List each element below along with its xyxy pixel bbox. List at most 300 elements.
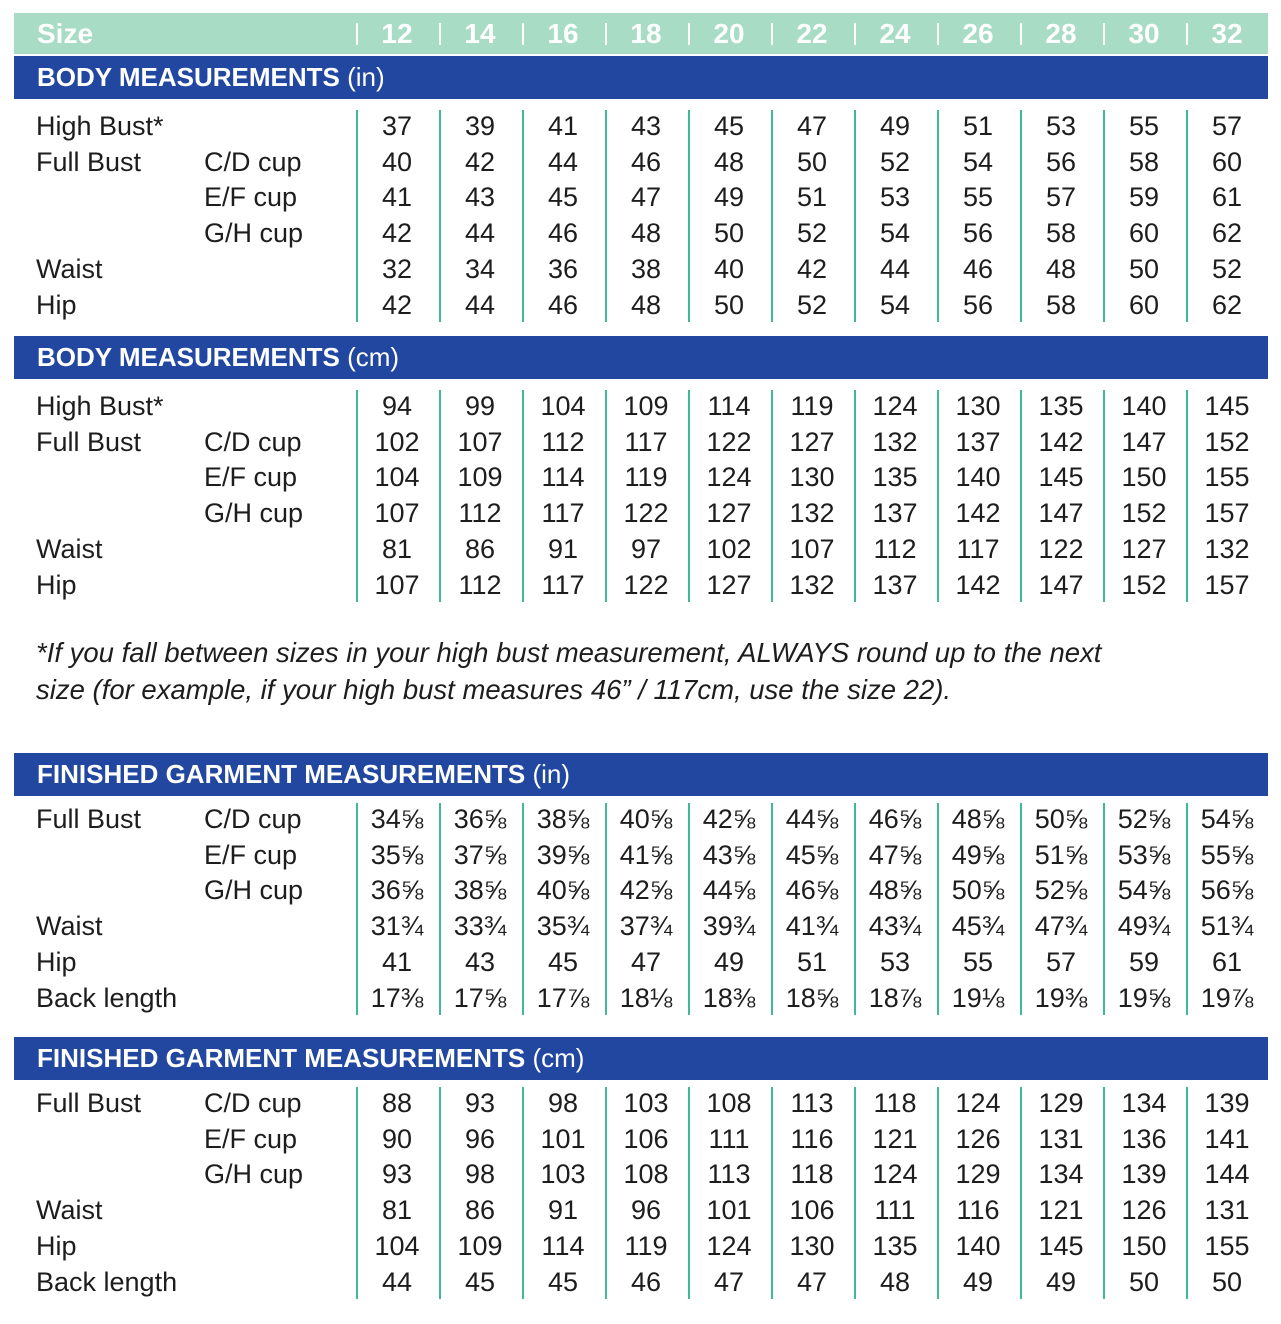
table-cell: 45 — [713, 111, 745, 141]
table-cell: 58 — [1045, 289, 1077, 320]
table-cell: 126 — [1121, 1195, 1167, 1226]
footnote-line-1: *If you fall between sizes in your high bust measurement, ALWAYS round up to the next — [36, 637, 1102, 668]
table-cell: 112 — [541, 426, 585, 457]
table-cell: 60 — [1128, 218, 1160, 249]
table-cell: 44 — [879, 253, 911, 284]
column-divider — [1020, 1087, 1022, 1299]
table-cell: 112 — [458, 498, 502, 529]
table-cell: 96 — [464, 1123, 496, 1154]
table-cell: 34 — [464, 253, 496, 284]
table-cell: 61 — [1211, 182, 1243, 213]
table-cell: 49 — [962, 1266, 994, 1297]
column-divider — [771, 803, 773, 1015]
table-cell: 62 — [1211, 289, 1243, 320]
table-cell: 113 — [707, 1159, 751, 1190]
row-label: Waist — [36, 911, 103, 942]
row-label: Back length — [36, 1266, 178, 1297]
table-cell: 47 — [796, 1266, 828, 1297]
size-header-30: 30 — [1128, 18, 1160, 49]
size-header-separator — [854, 23, 856, 45]
table-cell: 45¾ — [951, 911, 1005, 942]
column-divider — [522, 390, 524, 602]
row-sublabel: E/F cup — [204, 462, 298, 493]
table-cell: 130 — [789, 462, 835, 493]
table-cell: 150 — [1121, 462, 1167, 493]
size-header-separator — [1020, 23, 1022, 45]
column-divider — [439, 390, 441, 602]
table-cell: 48⅝ — [951, 804, 1005, 834]
column-divider — [1103, 110, 1105, 322]
column-divider — [605, 390, 607, 602]
column-divider — [356, 390, 358, 602]
table-cell: 36 — [547, 253, 579, 284]
table-cell: 155 — [1204, 1230, 1250, 1261]
table-cell: 19⅞ — [1200, 982, 1254, 1013]
column-divider — [937, 390, 939, 602]
table-cell: 104 — [540, 391, 586, 421]
table-cell: 32 — [381, 253, 413, 284]
table-cell: 137 — [872, 569, 918, 600]
table-cell: 52⅝ — [1034, 875, 1088, 906]
size-header-separator — [1103, 23, 1105, 45]
table-cell: 45 — [547, 946, 579, 977]
table-cell: 53 — [1045, 111, 1077, 141]
column-divider — [1103, 390, 1105, 602]
table-cell: 99 — [464, 391, 496, 421]
table-cell: 46 — [547, 218, 579, 249]
footnote — [36, 634, 1276, 708]
table-cell: 124 — [872, 391, 918, 421]
table-cell: 52 — [879, 146, 911, 177]
size-header-separator — [688, 23, 690, 45]
table-cell: 54⅝ — [1200, 804, 1254, 834]
table-cell: 131 — [1204, 1195, 1250, 1226]
table-cell: 124 — [872, 1159, 918, 1190]
table-row — [0, 179, 1281, 215]
table-cell: 55 — [962, 946, 994, 977]
table-cell: 39 — [464, 111, 496, 141]
table-cell: 102 — [706, 533, 752, 564]
table-cell: 41¾ — [785, 911, 839, 942]
size-header-24: 24 — [879, 18, 911, 49]
column-divider — [1103, 1087, 1105, 1299]
table-cell: 40 — [381, 146, 413, 177]
column-divider — [1020, 803, 1022, 1015]
table-cell: 31¾ — [370, 911, 424, 942]
table-cell: 140 — [955, 462, 1001, 493]
table-cell: 42 — [464, 146, 496, 177]
table-cell: 145 — [1038, 462, 1084, 493]
row-label: Full Bust — [36, 804, 142, 834]
table-cell: 113 — [790, 1088, 834, 1118]
table-cell: 44 — [464, 218, 496, 249]
column-divider — [937, 1087, 939, 1299]
table-cell: 19⅛ — [951, 982, 1005, 1013]
section-title: FINISHED GARMENT MEASUREMENTS — [37, 759, 533, 789]
table-cell: 54 — [879, 218, 911, 249]
table-cell: 46 — [630, 1266, 662, 1297]
table-row — [0, 980, 1281, 1016]
column-divider — [439, 803, 441, 1015]
column-divider — [605, 110, 607, 322]
table-cell: 48 — [879, 1266, 911, 1297]
table-cell: 91 — [547, 1195, 579, 1226]
table-cell: 50 — [796, 146, 828, 177]
table-cell: 127 — [789, 426, 835, 457]
column-divider — [356, 1087, 358, 1299]
row-sublabel: E/F cup — [204, 182, 298, 213]
table-cell: 121 — [872, 1123, 918, 1154]
size-header-separator — [439, 23, 441, 45]
table-cell: 135 — [1038, 391, 1084, 421]
table-cell: 157 — [1204, 569, 1250, 600]
table-cell: 47¾ — [1034, 911, 1088, 942]
table-cell: 45 — [547, 1266, 579, 1297]
table-cell: 55 — [962, 182, 994, 213]
size-header-title: Size — [37, 18, 94, 49]
size-header-separator — [937, 23, 939, 45]
table-cell: 43 — [464, 946, 496, 977]
table-cell: 136 — [1121, 1123, 1167, 1154]
table-cell: 132 — [1204, 533, 1250, 564]
row-label: Hip — [36, 289, 77, 320]
table-row — [0, 1156, 1281, 1192]
table-cell: 51 — [962, 111, 994, 141]
table-cell: 101 — [706, 1195, 752, 1226]
table-cell: 50 — [1128, 1266, 1160, 1297]
row-sublabel: C/D cup — [204, 804, 302, 834]
row-sublabel: G/H cup — [204, 218, 304, 249]
size-header-separator — [522, 23, 524, 45]
table-cell: 127 — [706, 569, 752, 600]
column-divider — [439, 1087, 441, 1299]
row-sublabel: G/H cup — [204, 498, 304, 529]
table-cell: 41 — [381, 182, 413, 213]
column-divider — [688, 803, 690, 1015]
table-cell: 46⅝ — [785, 875, 839, 906]
table-cell: 109 — [457, 1230, 503, 1261]
table-cell: 37 — [381, 111, 413, 141]
column-divider — [688, 1087, 690, 1299]
table-cell: 54 — [879, 289, 911, 320]
table-cell: 102 — [374, 426, 420, 457]
table-cell: 53 — [879, 946, 911, 977]
table-row — [0, 1192, 1281, 1228]
table-cell: 103 — [623, 1088, 669, 1118]
table-cell: 155 — [1204, 462, 1250, 493]
table-cell: 124 — [706, 462, 752, 493]
table-cell: 50 — [713, 289, 745, 320]
table-cell: 107 — [789, 533, 835, 564]
table-cell: 43 — [630, 111, 662, 141]
table-cell: 86 — [464, 533, 496, 564]
table-row — [0, 908, 1281, 944]
table-cell: 111 — [874, 1195, 916, 1226]
table-cell: 52⅝ — [1117, 804, 1171, 834]
table-cell: 52 — [796, 289, 828, 320]
size-header-28: 28 — [1045, 18, 1077, 49]
column-divider — [1186, 803, 1188, 1015]
row-sublabel: E/F cup — [204, 839, 298, 870]
table-cell: 56 — [962, 218, 994, 249]
table-cell: 103 — [540, 1159, 586, 1190]
table-row — [0, 215, 1281, 251]
table-cell: 36⅝ — [453, 804, 507, 834]
row-sublabel: C/D cup — [204, 426, 302, 457]
table-row — [0, 251, 1281, 287]
table-cell: 112 — [873, 533, 917, 564]
table-cell: 42⅝ — [619, 875, 673, 906]
row-label: Waist — [36, 533, 103, 564]
table-cell: 57 — [1045, 182, 1077, 213]
table-cell: 40 — [713, 253, 745, 284]
table-row — [0, 1264, 1281, 1300]
table-cell: 47 — [630, 182, 662, 213]
table-cell: 18⅞ — [868, 982, 922, 1013]
column-divider — [1186, 1087, 1188, 1299]
table-cell: 139 — [1121, 1159, 1167, 1190]
table-cell: 50⅝ — [1034, 804, 1088, 834]
table-cell: 135 — [872, 462, 918, 493]
column-divider — [1103, 803, 1105, 1015]
table-cell: 46 — [962, 253, 994, 284]
column-divider — [771, 110, 773, 322]
column-divider — [356, 803, 358, 1015]
table-cell: 62 — [1211, 218, 1243, 249]
table-cell: 81 — [381, 1195, 413, 1226]
table-cell: 54 — [962, 146, 994, 177]
table-cell: 106 — [623, 1123, 669, 1154]
row-label: Back length — [36, 982, 178, 1013]
table-cell: 131 — [1038, 1123, 1084, 1154]
table-cell: 152 — [1121, 498, 1167, 529]
table-cell: 59 — [1128, 182, 1160, 213]
table-cell: 42 — [381, 218, 413, 249]
table-row — [0, 531, 1281, 567]
section-title: FINISHED GARMENT MEASUREMENTS — [37, 1043, 533, 1073]
table-cell: 117 — [624, 426, 668, 457]
table-cell: 122 — [1038, 533, 1084, 564]
table-cell: 117 — [956, 533, 1000, 564]
table-cell: 49⅝ — [951, 839, 1005, 870]
table-row — [0, 144, 1281, 180]
table-cell: 49 — [713, 946, 745, 977]
table-cell: 38⅝ — [453, 875, 507, 906]
row-label: Hip — [36, 1230, 77, 1261]
table-cell: 48 — [630, 218, 662, 249]
table-cell: 18⅛ — [619, 982, 673, 1013]
table-row — [0, 801, 1281, 837]
table-cell: 134 — [1038, 1159, 1084, 1190]
section-unit: (cm) — [532, 1043, 585, 1073]
table-cell: 93 — [464, 1088, 496, 1118]
table-cell: 107 — [374, 569, 420, 600]
table-cell: 94 — [381, 391, 413, 421]
table-cell: 132 — [789, 569, 835, 600]
size-header-row — [14, 13, 1268, 54]
table-cell: 59 — [1128, 946, 1160, 977]
row-label: Waist — [36, 1195, 103, 1226]
table-cell: 150 — [1121, 1230, 1167, 1261]
table-cell: 145 — [1038, 1230, 1084, 1261]
table-cell: 97 — [630, 533, 662, 564]
table-cell: 147 — [1121, 426, 1167, 457]
table-cell: 116 — [790, 1123, 834, 1154]
table-cell: 41 — [381, 946, 413, 977]
table-cell: 106 — [789, 1195, 835, 1226]
table-cell: 48 — [630, 289, 662, 320]
table-cell: 52 — [796, 218, 828, 249]
table-cell: 42⅝ — [702, 804, 756, 834]
table-cell: 44⅝ — [785, 804, 839, 834]
section-unit: (in) — [532, 759, 571, 789]
column-divider — [1186, 110, 1188, 322]
table-cell: 56 — [962, 289, 994, 320]
table-cell: 46 — [547, 289, 579, 320]
table-cell: 135 — [872, 1230, 918, 1261]
size-header-separator — [605, 23, 607, 45]
table-cell: 34⅝ — [370, 804, 424, 834]
table-cell: 114 — [541, 1230, 585, 1261]
table-cell: 43⅝ — [702, 839, 756, 870]
table-cell: 50 — [1211, 1266, 1243, 1297]
column-divider — [439, 110, 441, 322]
table-cell: 147 — [1038, 498, 1084, 529]
column-divider — [937, 110, 939, 322]
column-divider — [854, 110, 856, 322]
table-cell: 124 — [706, 1230, 752, 1261]
table-cell: 41⅝ — [619, 839, 673, 870]
table-row — [0, 837, 1281, 873]
table-cell: 117 — [541, 498, 585, 529]
column-divider — [854, 390, 856, 602]
table-cell: 58 — [1128, 146, 1160, 177]
table-cell: 50 — [1128, 253, 1160, 284]
table-cell: 152 — [1121, 569, 1167, 600]
table-cell: 140 — [1121, 391, 1167, 421]
table-cell: 108 — [623, 1159, 669, 1190]
table-cell: 51¾ — [1200, 911, 1254, 942]
table-cell: 57 — [1211, 111, 1243, 141]
size-header-16: 16 — [547, 18, 579, 49]
table-cell: 37¾ — [619, 911, 673, 942]
section-header-3 — [14, 753, 1268, 796]
table-row — [0, 108, 1281, 144]
table-cell: 157 — [1204, 498, 1250, 529]
table-cell: 134 — [1121, 1088, 1167, 1118]
table-cell: 17⅝ — [453, 982, 507, 1013]
table-cell: 60 — [1128, 289, 1160, 320]
row-label: Hip — [36, 569, 77, 600]
table-cell: 44 — [547, 146, 579, 177]
table-cell: 57 — [1045, 946, 1077, 977]
column-divider — [854, 803, 856, 1015]
table-cell: 39¾ — [702, 911, 756, 942]
table-cell: 101 — [540, 1123, 586, 1154]
column-divider — [1186, 390, 1188, 602]
table-cell: 127 — [1121, 533, 1167, 564]
table-cell: 48 — [1045, 253, 1077, 284]
row-sublabel: C/D cup — [204, 1088, 302, 1118]
table-cell: 147 — [1038, 569, 1084, 600]
table-cell: 51⅝ — [1034, 839, 1088, 870]
table-cell: 107 — [457, 426, 503, 457]
table-row — [0, 287, 1281, 323]
table-cell: 43¾ — [868, 911, 922, 942]
table-cell: 118 — [790, 1159, 834, 1190]
table-cell: 55 — [1128, 111, 1160, 141]
table-cell: 33¾ — [453, 911, 507, 942]
table-cell: 46 — [630, 146, 662, 177]
table-cell: 45 — [547, 182, 579, 213]
table-cell: 119 — [624, 1230, 668, 1261]
table-cell: 118 — [873, 1088, 917, 1118]
table-cell: 44⅝ — [702, 875, 756, 906]
table-cell: 140 — [955, 1230, 1001, 1261]
column-divider — [605, 803, 607, 1015]
column-divider — [688, 110, 690, 322]
table-cell: 132 — [872, 426, 918, 457]
table-cell: 42 — [796, 253, 828, 284]
section-header-2 — [14, 336, 1268, 379]
section-unit: (cm) — [347, 342, 400, 372]
table-cell: 142 — [955, 498, 1001, 529]
section-header-4 — [14, 1037, 1268, 1080]
table-cell: 122 — [623, 498, 669, 529]
table-cell: 60 — [1211, 146, 1243, 177]
table-cell: 139 — [1204, 1088, 1250, 1118]
table-row — [0, 459, 1281, 495]
table-cell: 93 — [381, 1159, 413, 1190]
table-cell: 108 — [706, 1088, 752, 1118]
table-cell: 50 — [713, 218, 745, 249]
table-cell: 109 — [457, 462, 503, 493]
table-cell: 132 — [789, 498, 835, 529]
table-cell: 90 — [381, 1123, 413, 1154]
table-cell: 114 — [707, 391, 751, 421]
column-divider — [854, 1087, 856, 1299]
table-cell: 81 — [381, 533, 413, 564]
table-row — [0, 424, 1281, 460]
column-divider — [356, 110, 358, 322]
table-cell: 37⅝ — [453, 839, 507, 870]
table-cell: 152 — [1204, 426, 1250, 457]
row-label: Hip — [36, 946, 77, 977]
table-cell: 41 — [547, 111, 579, 141]
table-row — [0, 1228, 1281, 1264]
table-cell: 45⅝ — [785, 839, 839, 870]
table-cell: 58 — [1045, 218, 1077, 249]
size-header-22: 22 — [796, 18, 828, 49]
size-header-20: 20 — [713, 18, 745, 49]
table-cell: 40⅝ — [619, 804, 673, 834]
table-cell: 49 — [1045, 1266, 1077, 1297]
table-cell: 137 — [955, 426, 1001, 457]
size-header-12: 12 — [381, 18, 413, 49]
row-label: High Bust* — [36, 391, 164, 421]
table-cell: 114 — [541, 462, 585, 493]
table-row — [0, 944, 1281, 980]
table-cell: 53⅝ — [1117, 839, 1171, 870]
table-row — [0, 495, 1281, 531]
table-cell: 40⅝ — [536, 875, 590, 906]
column-divider — [937, 803, 939, 1015]
column-divider — [771, 390, 773, 602]
section-title: BODY MEASUREMENTS — [37, 62, 348, 92]
table-cell: 145 — [1204, 391, 1250, 421]
table-cell: 55⅝ — [1200, 839, 1254, 870]
table-cell: 49 — [879, 111, 911, 141]
